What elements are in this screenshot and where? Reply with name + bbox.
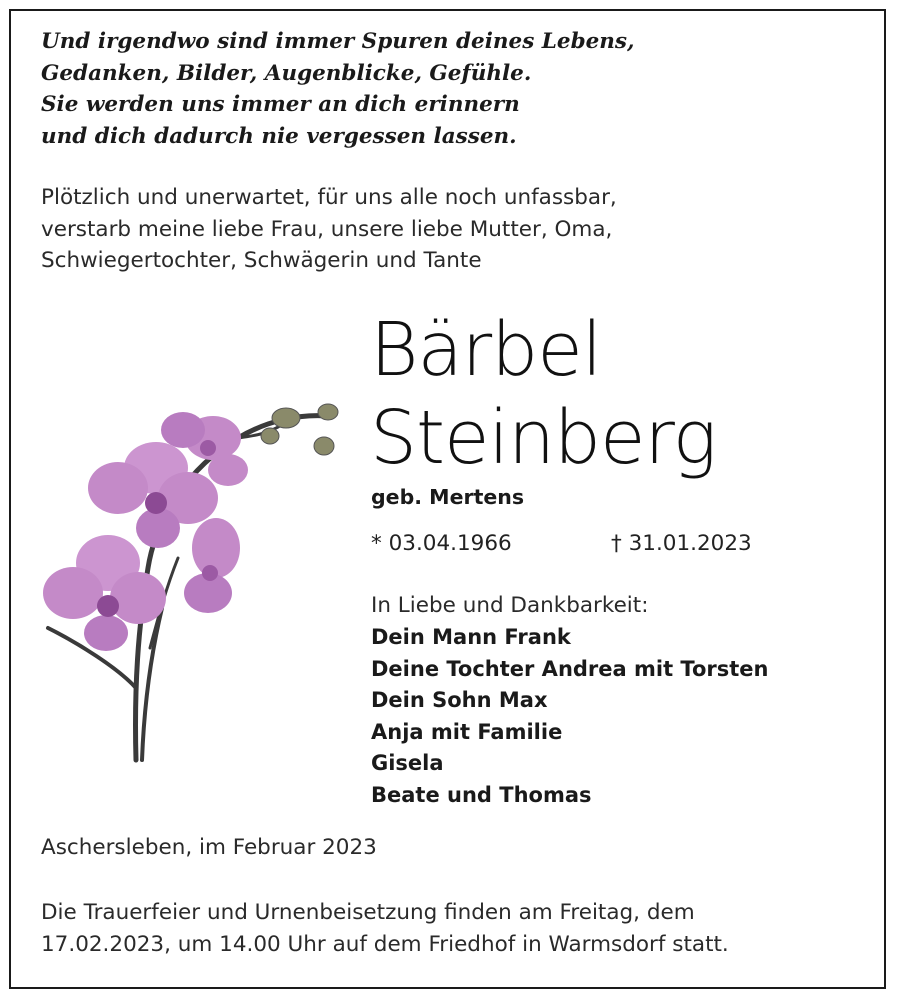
funeral-line: 17.02.2023, um 14.00 Uhr auf dem Friedhof in Warmsdorf statt.: [41, 932, 729, 957]
poem-line: und dich dadurch nie vergessen lassen.: [41, 123, 517, 149]
last-name: Steinberg: [370, 395, 717, 481]
mourner: Gisela: [371, 751, 444, 775]
maiden-name: geb. Mertens: [371, 485, 525, 509]
mourner: Anja mit Familie: [371, 719, 563, 744]
intro-text: [41, 182, 617, 277]
mourner: Dein Mann Frank: [371, 625, 571, 649]
thanks-line: In Liebe und Dankbarkeit:: [371, 593, 649, 618]
birth-date: * 03.04.1966: [371, 531, 512, 556]
funeral-line: Die Trauerfeier und Urnenbeisetzung finden am Freitag, dem: [41, 900, 695, 925]
mourner: Dein Sohn Max: [371, 688, 548, 712]
intro-line: Plötzlich und unerwartet, für uns alle noch unfassbar,: [41, 185, 617, 210]
first-name: Bärbel: [370, 307, 602, 393]
intro-line: verstarb meine liebe Frau, unsere liebe Mutter, Oma,: [41, 216, 613, 242]
poem: [41, 26, 635, 152]
place-date: Aschersleben, im Februar 2023: [41, 835, 377, 860]
funeral-notice: [41, 897, 729, 961]
deceased-name: [370, 306, 716, 482]
intro-line: Schwiegertochter, Schwägerin und Tante: [41, 248, 482, 273]
poem-line: Gedanken, Bilder, Augenblicke, Gefühle.: [41, 60, 532, 86]
poem-line: Und irgendwo sind immer Spuren deines Lebens,: [41, 29, 635, 54]
death-date: † 31.01.2023: [611, 531, 752, 556]
mourner: Beate und Thomas: [371, 782, 592, 807]
mourners-list: [371, 622, 768, 811]
poem-line: Sie werden uns immer an dich erinnern: [41, 92, 520, 117]
mourner: Deine Tochter Andrea mit Torsten: [371, 656, 769, 681]
orchid-branch-icon: [38, 388, 358, 768]
